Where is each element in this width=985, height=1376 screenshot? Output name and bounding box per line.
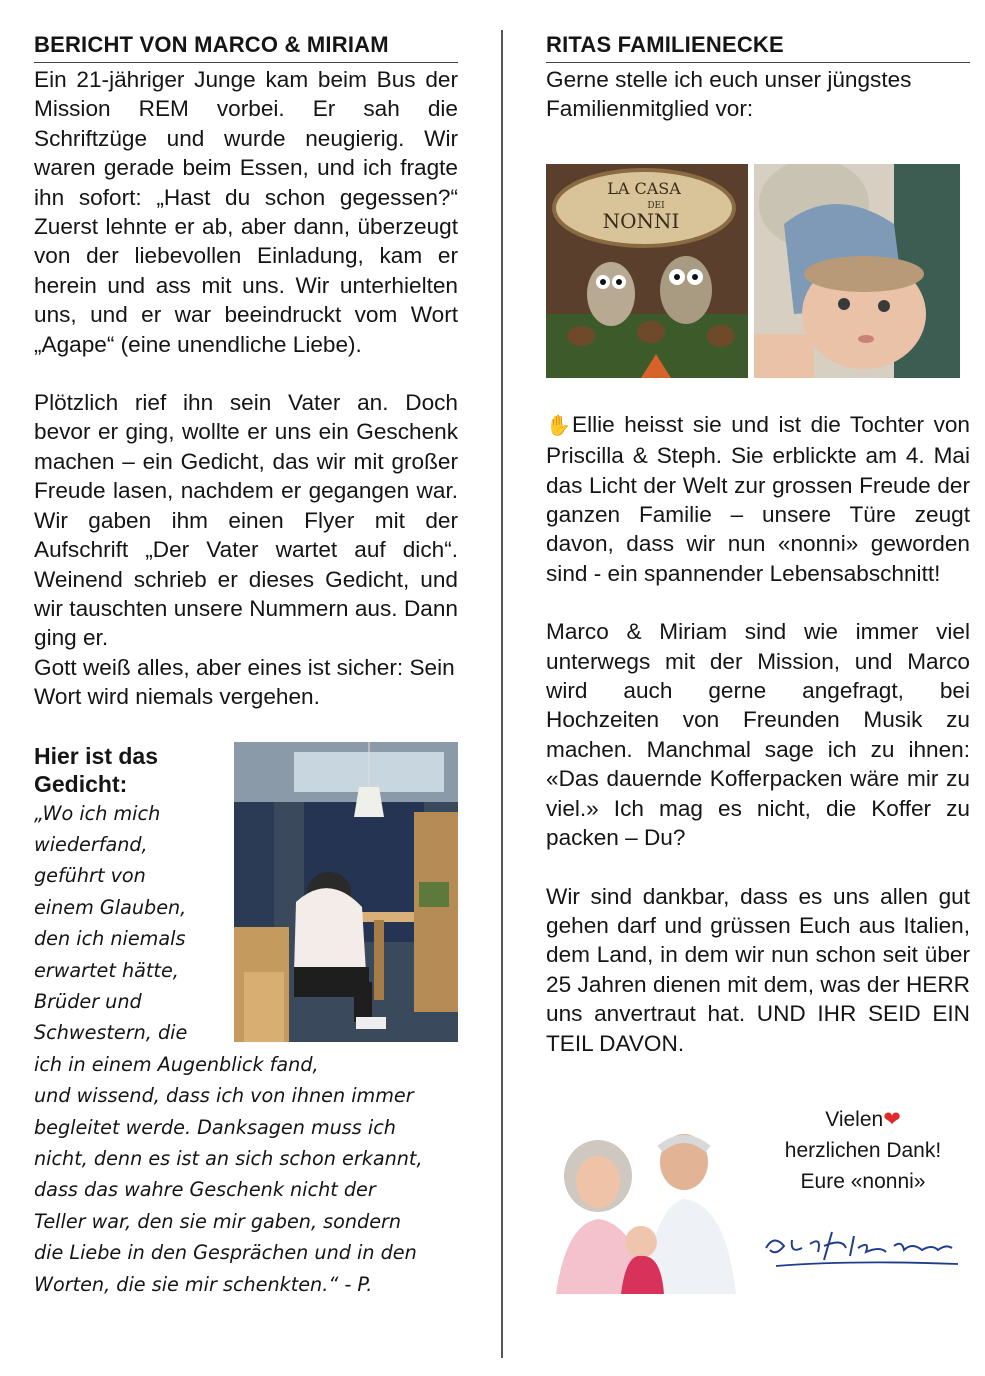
poem-line: „Wo ich mich xyxy=(34,801,161,825)
baby-photo xyxy=(754,164,960,378)
signature xyxy=(762,1226,962,1286)
raised-hands-icon: ✋ xyxy=(546,414,571,437)
poem-line: wiederfand, xyxy=(34,832,148,856)
grandparents-photo xyxy=(546,1124,742,1294)
poem-line: Schwestern, die xyxy=(34,1021,188,1045)
family-corner-heading: RITAS FAMILIENECKE xyxy=(546,30,970,63)
poem-line: und wissend, dass ich von ihnen immer xyxy=(34,1084,414,1108)
heart-icon: ❤ xyxy=(883,1107,901,1131)
thanks-message xyxy=(758,1104,968,1197)
poem-line: einem Glauben, xyxy=(34,895,187,919)
poem-line: erwartet hätte, xyxy=(34,958,179,982)
sign-text-top: LA CASA xyxy=(607,178,681,198)
photo-collage xyxy=(546,164,970,378)
sign-text-bottom: NONNI xyxy=(602,208,680,233)
poem-section xyxy=(34,742,458,1301)
left-column xyxy=(34,30,458,1300)
poem-line: den ich niemals xyxy=(34,927,186,951)
ellie-text: Ellie heisst sie und ist die Tochter von Priscilla & Steph. Sie erblickte am 4. Mai das Licht der Welt zur grossen Freude der ganzen Familie – unsere Türe zeugt davon, dass wir nun «nonni» geworden sind - ein spannender Lebensabschnitt! xyxy=(546,411,970,586)
poem-line: geführt von xyxy=(34,864,146,888)
marco-paragraph: Marco & Miriam sind wie immer viel unterwegs mit der Mission, und Marco wird auch gerne angefragt, bei Hochzeiten von Freunden Musik zu machen. Manchmal sage ich zu ihnen: «Das dauernde Kofferpacken wäre mir zu viel.» Ich mag es nicht, die Koffer zu packen – Du? xyxy=(546,619,970,851)
poem-line: die Liebe in den Gesprächen und in den xyxy=(34,1241,417,1265)
poem-line: nicht, denn es ist an sich schon erkannt, xyxy=(34,1147,423,1170)
thanks-line-3: Eure «nonni» xyxy=(800,1169,926,1193)
poem-line: Teller war, den sie mir gaben, sondern xyxy=(34,1209,402,1233)
door-sign-photo xyxy=(546,164,748,378)
sign-text-mid: DEI xyxy=(647,200,665,211)
poem-line: Worten, die sie mir schenkten.“ - P. xyxy=(34,1272,373,1296)
report-paragraph-2: Plötzlich rief ihn sein Vater an. Doch bevor er ging, wollte er uns ein Geschenk machen – ein Gedicht, das wir mit großer Freude lasen, nachdem er gegangen war. Wir gaben ihm einen Flyer mit der Aufschrift „Der Vater wartet auf dich“. Weinend schrieb er dieses Gedicht, und wir tauschten unsere Nummern aus. Dann ging er. xyxy=(34,390,458,651)
report-paragraph-3: Gott weiß alles, aber eines ist sicher: Sein Wort wird niemals vergehen. xyxy=(34,654,455,710)
poem-heading: Hier ist das Gedicht: xyxy=(34,742,158,797)
poem-line: begleitet werde. Danksagen muss ich xyxy=(34,1115,396,1139)
thanks-line-1: Vielen xyxy=(825,1107,884,1131)
report-heading: BERICHT VON MARCO & MIRIAM xyxy=(34,30,458,63)
thanks-line-2: herzlichen Dank! xyxy=(784,1138,942,1162)
closing-section xyxy=(546,1098,970,1298)
poem-line: dass das wahre Geschenk nicht der xyxy=(34,1178,376,1202)
bus-photo xyxy=(234,742,458,1042)
ellie-paragraph xyxy=(546,410,970,588)
column-divider xyxy=(501,30,503,1358)
report-paragraph-1: Ein 21-jähriger Junge kam beim Bus der Mission REM vorbei. Er sah die Schriftzüge und wurde neugierig. Wir waren gerade beim Essen, und ich fragte ihn sofort: „Hast du schon gegessen?“ Zuerst lehnte er ab, aber dann, überzeugt von der liebevollen Einladung, kam er herein und ass mit uns. Wir unterhielten uns, und er war beeindruckt vom Wort „Agape“ (eine unendliche Liebe). xyxy=(34,67,458,357)
family-intro: Gerne stelle ich euch unser jüngstes Familienmitglied vor: xyxy=(546,67,912,122)
right-column xyxy=(546,30,970,1298)
poem-line: Brüder und xyxy=(34,989,142,1013)
poem-line: ich in einem Augenblick fand, xyxy=(34,1052,319,1076)
thanks-paragraph: Wir sind dankbar, dass es uns allen gut gehen darf und grüssen Euch aus Italien, dem Land, in dem wir nun schon seit über 25 Jahren dienen mit dem, was der HERR uns anvertraut hat. UND IHR SEID EIN TEIL DAVON. xyxy=(546,883,970,1056)
